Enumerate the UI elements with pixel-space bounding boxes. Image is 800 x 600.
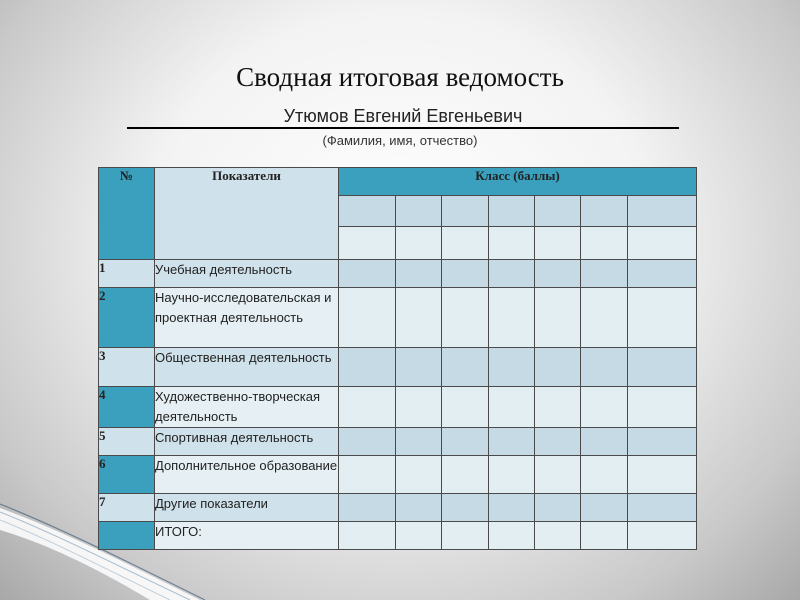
score-cell[interactable] (628, 456, 697, 494)
table-row (99, 260, 697, 288)
score-cell[interactable] (396, 348, 442, 387)
document-title: Сводная итоговая ведомость (236, 62, 564, 92)
header-num: № (99, 168, 155, 260)
score-cell[interactable] (581, 494, 628, 522)
score-cell[interactable] (489, 522, 535, 550)
score-cell[interactable] (442, 348, 489, 387)
row-indicator-label: Спортивная деятельность (155, 428, 339, 456)
class-score-header-cell[interactable] (581, 196, 628, 227)
score-cell[interactable] (489, 428, 535, 456)
score-cell[interactable] (581, 348, 628, 387)
score-cell[interactable] (489, 494, 535, 522)
row-indicator-label: Учебная деятельность (155, 260, 339, 288)
score-cell[interactable] (339, 348, 396, 387)
score-cell[interactable] (581, 522, 628, 550)
score-cell[interactable] (628, 428, 697, 456)
score-cell[interactable] (628, 348, 697, 387)
class-score-header-cell[interactable] (489, 227, 535, 260)
score-cell[interactable] (396, 494, 442, 522)
score-cell[interactable] (581, 387, 628, 428)
score-cell[interactable] (535, 260, 581, 288)
score-cell[interactable] (396, 387, 442, 428)
table-row (99, 348, 697, 387)
score-cell[interactable] (489, 387, 535, 428)
score-cell[interactable] (489, 288, 535, 348)
class-score-header-cell[interactable] (396, 227, 442, 260)
score-cell[interactable] (535, 387, 581, 428)
class-score-header-cell[interactable] (535, 196, 581, 227)
table-row (99, 522, 697, 550)
score-cell[interactable] (442, 288, 489, 348)
header-row (99, 168, 697, 196)
header-class: Класс (баллы) (339, 168, 697, 196)
table-row (99, 494, 697, 522)
class-score-header-cell[interactable] (628, 196, 697, 227)
class-score-header-cell[interactable] (396, 196, 442, 227)
score-cell[interactable] (628, 494, 697, 522)
class-score-header-cell[interactable] (339, 227, 396, 260)
score-cell[interactable] (628, 387, 697, 428)
student-name: Утюмов Евгений Евгеньевич (283, 106, 523, 126)
table-row (99, 387, 697, 428)
class-score-header-cell[interactable] (339, 196, 396, 227)
score-cell[interactable] (628, 288, 697, 348)
score-cell[interactable] (628, 260, 697, 288)
row-number: 3 (99, 348, 155, 387)
score-cell[interactable] (396, 260, 442, 288)
class-score-header-cell[interactable] (628, 227, 697, 260)
score-cell[interactable] (442, 522, 489, 550)
class-score-header-cell[interactable] (442, 227, 489, 260)
header-indicator: Показатели (155, 168, 339, 260)
table-row (99, 288, 697, 348)
class-score-header-cell[interactable] (535, 227, 581, 260)
row-indicator-label: Дополнительное образование (155, 456, 339, 494)
score-cell[interactable] (489, 348, 535, 387)
row-number: 6 (99, 456, 155, 494)
row-number: 1 (99, 260, 155, 288)
score-cell[interactable] (581, 456, 628, 494)
score-cell[interactable] (442, 428, 489, 456)
score-cell[interactable] (442, 260, 489, 288)
student-name-line (127, 106, 679, 128)
score-cell[interactable] (535, 522, 581, 550)
table-row (99, 456, 697, 494)
score-cell[interactable] (535, 348, 581, 387)
score-cell[interactable] (339, 288, 396, 348)
class-score-header-cell[interactable] (489, 196, 535, 227)
score-cell[interactable] (396, 288, 442, 348)
row-number: 2 (99, 288, 155, 348)
name-underline (127, 127, 679, 129)
summary-table (98, 167, 697, 550)
row-number: 4 (99, 387, 155, 428)
score-cell[interactable] (396, 522, 442, 550)
table-row (99, 428, 697, 456)
score-cell[interactable] (442, 494, 489, 522)
row-indicator-label: ИТОГО: (155, 522, 339, 550)
score-cell[interactable] (581, 428, 628, 456)
score-cell[interactable] (581, 260, 628, 288)
score-cell[interactable] (628, 522, 697, 550)
score-cell[interactable] (535, 456, 581, 494)
score-cell[interactable] (535, 288, 581, 348)
score-cell[interactable] (339, 428, 396, 456)
score-cell[interactable] (489, 260, 535, 288)
score-cell[interactable] (535, 494, 581, 522)
score-cell[interactable] (339, 260, 396, 288)
row-number (99, 522, 155, 550)
score-cell[interactable] (339, 494, 396, 522)
score-cell[interactable] (396, 428, 442, 456)
class-score-header-cell[interactable] (581, 227, 628, 260)
score-cell[interactable] (339, 387, 396, 428)
class-score-header-cell[interactable] (442, 196, 489, 227)
score-cell[interactable] (442, 456, 489, 494)
score-cell[interactable] (489, 456, 535, 494)
score-cell[interactable] (339, 522, 396, 550)
row-indicator-label: Другие показатели (155, 494, 339, 522)
score-cell[interactable] (339, 456, 396, 494)
score-cell[interactable] (396, 456, 442, 494)
row-number: 5 (99, 428, 155, 456)
score-cell[interactable] (581, 288, 628, 348)
row-indicator-label: Общественная деятельность (155, 348, 339, 387)
row-indicator-label: Научно-исследовательская и проектная деятельность (155, 288, 339, 348)
name-caption: (Фамилия, имя, отчество) (322, 133, 478, 148)
row-number: 7 (99, 494, 155, 522)
row-indicator-label: Художественно-творческая деятельность (155, 387, 339, 428)
score-cell[interactable] (535, 428, 581, 456)
score-cell[interactable] (442, 387, 489, 428)
